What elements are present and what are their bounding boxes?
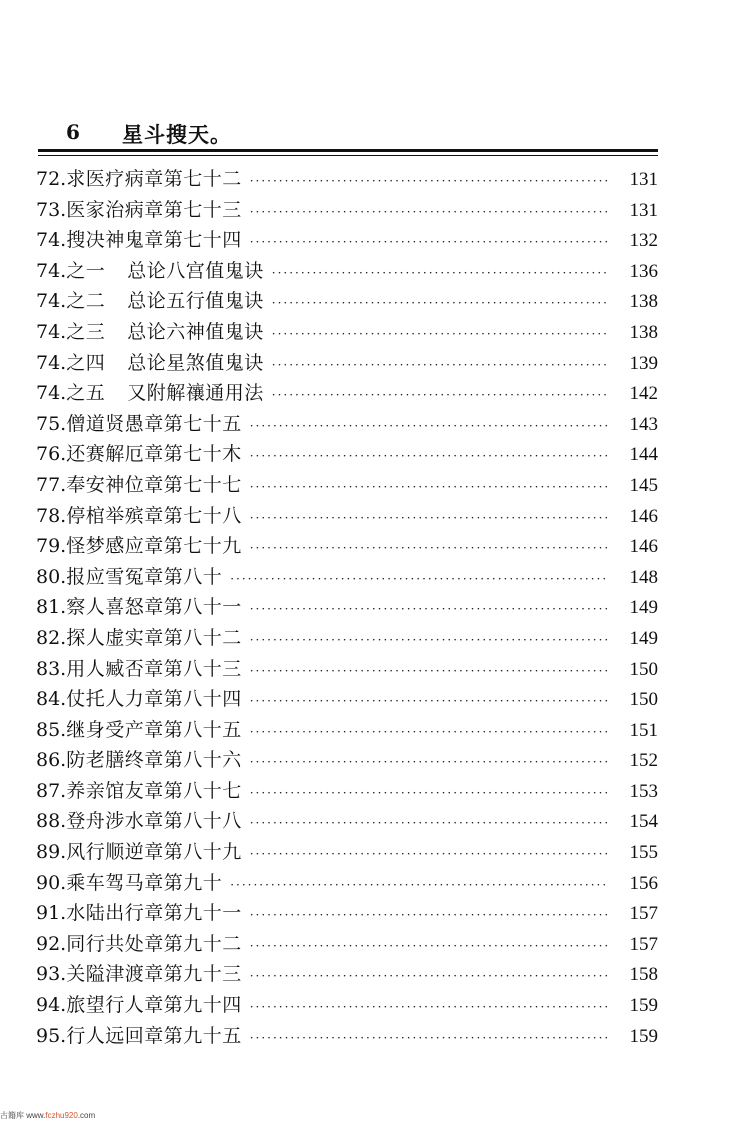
toc-dot-leader: [250, 816, 608, 830]
toc-dot-leader: [250, 664, 608, 678]
toc-entry-number: 74.: [36, 382, 67, 405]
toc-dot-leader: [250, 908, 608, 922]
toc-entry-page: 132: [629, 230, 658, 252]
toc-entry-title: 水陆出行章第九十一: [66, 902, 242, 925]
toc-dot-leader: [250, 969, 608, 983]
toc-entry[interactable]: [36, 1021, 658, 1052]
toc-entry[interactable]: [36, 806, 658, 837]
toc-entry-title: 求医疗病章第七十二: [66, 168, 242, 190]
toc-entry-page: 148: [629, 566, 658, 588]
toc-entry-subtitle: 总论星煞值鬼诀: [127, 351, 264, 374]
toc-entry[interactable]: [36, 990, 658, 1021]
toc-entry[interactable]: [36, 562, 658, 593]
toc-dot-leader: [272, 388, 608, 402]
toc-entry[interactable]: [36, 378, 658, 409]
toc-dot-leader: [250, 694, 608, 708]
toc-dot-leader: [272, 266, 608, 280]
toc-entry[interactable]: [36, 164, 658, 195]
toc-entry-page: 157: [629, 933, 658, 955]
toc-entry-number: 78.: [36, 504, 67, 527]
toc-dot-leader: [272, 327, 608, 341]
toc-dot-leader: [250, 480, 608, 494]
toc-entry[interactable]: [36, 195, 658, 226]
toc-entry[interactable]: [36, 837, 658, 868]
toc-entry-title: 登舟涉水章第八十八: [66, 810, 242, 833]
header-rule-thin: [38, 155, 658, 156]
toc-entry-page: 156: [629, 872, 658, 894]
toc-dot-leader: [250, 449, 608, 463]
toc-entry-title: 僧道贤愚章第七十五: [66, 412, 242, 435]
toc-entry[interactable]: [36, 501, 658, 532]
toc-entry-number: 83.: [36, 657, 67, 680]
toc-entry-page: 146: [629, 505, 658, 527]
toc-entry-page: 131: [629, 169, 658, 190]
toc-dot-leader: [230, 878, 608, 892]
toc-dot-leader: [250, 1000, 608, 1014]
toc-entry-page: 155: [629, 842, 658, 864]
toc-dot-leader: [250, 786, 608, 800]
page-number: 6: [66, 120, 80, 144]
toc-entry-page: 131: [629, 199, 658, 221]
toc-entry-number: 80.: [36, 565, 67, 588]
toc-entry[interactable]: [36, 654, 658, 685]
toc-entry-number: 82.: [36, 626, 67, 649]
watermark: [0, 1110, 95, 1121]
toc-entry-number: 79.: [36, 535, 67, 558]
toc-entry[interactable]: [36, 959, 658, 990]
toc-entry-number: 93.: [36, 963, 67, 986]
toc-entry[interactable]: [36, 623, 658, 654]
watermark-accent: fczhu920: [45, 1111, 78, 1120]
toc-entry-page: 157: [629, 903, 658, 925]
toc-entry-title: 防老膳终章第八十六: [66, 749, 242, 772]
toc-entry-page: 158: [629, 964, 658, 986]
toc-entry-number: 81.: [36, 596, 67, 619]
toc-entry-number: 90.: [36, 871, 67, 894]
toc-entry-number: 87.: [36, 779, 67, 802]
toc-entry-page: 145: [629, 474, 658, 496]
toc-entry-page: 159: [629, 995, 658, 1017]
toc-entry-page: 150: [629, 689, 658, 711]
toc-entry-page: 143: [629, 413, 658, 435]
toc-entry-number: 91.: [36, 902, 67, 925]
toc-dot-leader: [250, 847, 608, 861]
toc-entry-title: 关隘津渡章第九十三: [66, 963, 242, 986]
toc-dot-leader: [250, 939, 608, 953]
toc-entry-title: 怪梦感应章第七十九: [66, 535, 242, 558]
toc-entry-number: 77.: [36, 473, 67, 496]
toc-entry[interactable]: [36, 470, 658, 501]
toc-entry-title: 仗托人力章第八十四: [66, 688, 242, 711]
toc-entry-title: 继身受产章第八十五: [66, 718, 242, 741]
toc-entry-number: 73.: [36, 198, 67, 221]
toc-entry-page: 153: [629, 780, 658, 802]
toc-entry-number: 74.: [36, 229, 67, 252]
toc-entry-number: 95.: [36, 1024, 67, 1047]
toc-entry-page: 151: [629, 719, 658, 741]
toc-entry-title: 之五: [66, 382, 106, 405]
toc-entry-number: 84.: [36, 688, 67, 711]
toc-entry-page: 154: [629, 811, 658, 833]
toc-entry-number: 89.: [36, 841, 67, 864]
toc-entry-title: 用人臧否章第八十三: [66, 657, 242, 680]
toc-entry-title: 之一: [66, 259, 106, 282]
toc-dot-leader: [230, 572, 608, 586]
toc-entry-subtitle: 总论六神值鬼诀: [127, 320, 264, 343]
toc-entry-page: 146: [629, 536, 658, 558]
toc-entry[interactable]: [36, 439, 658, 470]
toc-entry-page: 149: [629, 627, 658, 649]
toc-entry-page: 144: [629, 444, 658, 466]
toc-entry[interactable]: [36, 684, 658, 715]
toc-entry-title: 搜决神鬼章第七十四: [66, 229, 242, 252]
toc-entry[interactable]: [36, 715, 658, 746]
toc-dot-leader: [250, 725, 608, 739]
toc-dot-leader: [250, 633, 608, 647]
toc-entry[interactable]: [36, 225, 658, 256]
toc-entry[interactable]: [36, 898, 658, 929]
toc-entry-number: 74.: [36, 290, 67, 313]
toc-entry-number: 94.: [36, 994, 67, 1017]
header-rule-thick: [38, 149, 658, 152]
table-of-contents: [36, 164, 658, 1051]
toc-entry-number: 75.: [36, 412, 67, 435]
toc-entry-title: 奉安神位章第七十七: [66, 473, 242, 496]
watermark-suffix: .com: [77, 1111, 96, 1120]
toc-entry-page: 138: [629, 291, 658, 313]
toc-entry[interactable]: [36, 409, 658, 440]
toc-dot-leader: [250, 1031, 608, 1045]
toc-entry-page: 150: [629, 658, 658, 680]
toc-entry[interactable]: [36, 592, 658, 623]
toc-entry-number: 76.: [36, 443, 67, 466]
toc-entry[interactable]: [36, 745, 658, 776]
toc-dot-leader: [250, 511, 608, 525]
toc-entry[interactable]: [36, 348, 658, 379]
toc-entry-subtitle: 总论八宫值鬼诀: [127, 259, 264, 282]
toc-entry-title: 探人虚实章第八十二: [66, 626, 242, 649]
toc-entry[interactable]: [36, 256, 658, 287]
page-header: [38, 120, 658, 146]
toc-entry-page: 159: [629, 1025, 658, 1047]
toc-dot-leader: [250, 205, 608, 219]
toc-entry-subtitle: 总论五行值鬼诀: [127, 290, 264, 313]
toc-entry-title: 行人远回章第九十五: [66, 1024, 242, 1047]
toc-entry-page: 142: [629, 383, 658, 405]
toc-entry-number: 74.: [36, 259, 67, 282]
book-title: 星斗搜天。: [122, 122, 232, 147]
toc-entry-title: 停棺举殡章第七十八: [66, 504, 242, 527]
toc-dot-leader: [250, 755, 608, 769]
toc-entry-title: 之三: [66, 320, 106, 343]
toc-entry-number: 92.: [36, 932, 67, 955]
toc-entry-number: 74.: [36, 320, 67, 343]
toc-dot-leader: [272, 358, 608, 372]
toc-dot-leader: [250, 541, 608, 555]
toc-entry-title: 乘车驾马章第九十: [66, 871, 223, 894]
toc-dot-leader: [250, 419, 608, 433]
toc-entry-number: 85.: [36, 718, 67, 741]
watermark-prefix: 古籍库 www.: [0, 1111, 46, 1120]
toc-entry-title: 风行顺逆章第八十九: [66, 841, 242, 864]
toc-entry-title: 还赛解厄章第七十木: [66, 443, 242, 466]
toc-entry[interactable]: [36, 868, 658, 899]
toc-entry-title: 之四: [66, 351, 106, 374]
toc-entry-title: 养亲馆友章第八十七: [66, 779, 242, 802]
toc-entry-page: 138: [629, 321, 658, 343]
toc-entry-page: 149: [629, 597, 658, 619]
toc-entry-title: 同行共处章第九十二: [66, 932, 242, 955]
toc-dot-leader: [250, 235, 608, 249]
toc-entry-subtitle: 又附解禳通用法: [127, 382, 264, 405]
toc-entry[interactable]: [36, 317, 658, 348]
toc-entry-page: 152: [629, 750, 658, 772]
toc-entry-page: 136: [629, 260, 658, 282]
toc-dot-leader: [250, 602, 608, 616]
toc-entry-page: 139: [629, 352, 658, 374]
toc-entry[interactable]: [36, 929, 658, 960]
toc-entry-number: 86.: [36, 749, 67, 772]
toc-entry-title: 报应雪冤章第八十: [66, 565, 223, 588]
toc-entry[interactable]: [36, 531, 658, 562]
toc-entry-number: 88.: [36, 810, 67, 833]
toc-dot-leader: [272, 296, 608, 310]
toc-entry-title: 察人喜怒章第八十一: [66, 596, 242, 619]
toc-entry[interactable]: [36, 776, 658, 807]
toc-entry[interactable]: [36, 286, 658, 317]
toc-entry-number: 74.: [36, 351, 67, 374]
toc-entry-title: 医家治病章第七十三: [66, 198, 242, 221]
toc-entry-number: 72.: [36, 168, 67, 190]
toc-entry-title: 旅望行人章第九十四: [66, 994, 242, 1017]
toc-entry-title: 之二: [66, 290, 106, 313]
toc-dot-leader: [250, 174, 608, 188]
